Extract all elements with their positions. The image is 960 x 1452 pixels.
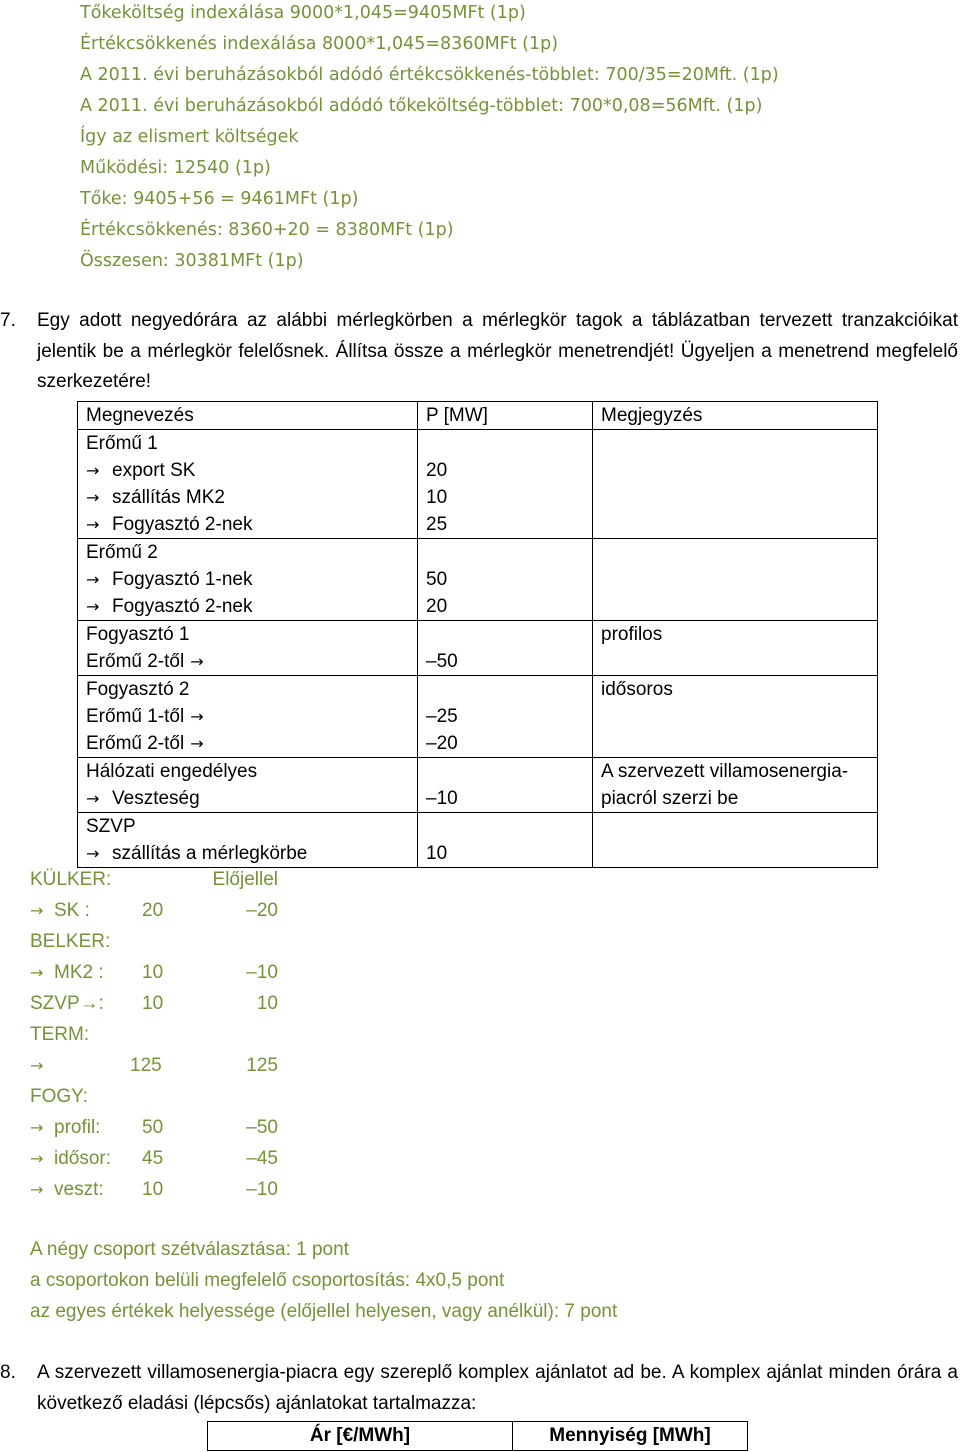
cell-power (418, 758, 593, 813)
arrow-icon: → (30, 1180, 44, 1199)
row-label-text: Fogyasztó 2-nek (112, 596, 253, 617)
arrow-icon: → (30, 1149, 44, 1168)
table-body (78, 430, 878, 868)
arrow-icon: → (190, 734, 204, 753)
summary-signed-value: –45 (246, 1148, 278, 1169)
header-quantity: Mennyiség [MWh] (513, 1422, 748, 1451)
header-power: P [MW] (418, 402, 593, 430)
summary-value: 50 (142, 1117, 164, 1138)
cell-note (593, 676, 878, 758)
power-value: 25 (426, 514, 448, 535)
arrow-icon: → (30, 1118, 44, 1137)
group-title: Hálózati engedélyes (86, 761, 258, 782)
group-title: Erőmű 1 (86, 433, 158, 454)
table-row (78, 621, 878, 676)
summary-row (30, 1083, 330, 1114)
question-text: A szervezett villamosenergia-piacra egy szereplő komplex ajánlatot ad be. A komplex ajánlat minden órára a következő eladási (lépcsős) ajánlatokat tartalmazza: (37, 1362, 958, 1414)
summary-row (30, 897, 330, 928)
cell-name (78, 813, 418, 868)
power-value: –50 (426, 651, 458, 672)
arrow-icon: → (86, 597, 100, 616)
price-header-row (208, 1422, 748, 1451)
arrow-icon: → (86, 515, 100, 534)
cell-power (418, 430, 593, 539)
summary-label: MK2 : (54, 962, 104, 983)
arrow-icon: → (86, 570, 100, 589)
cell-note (593, 621, 878, 676)
table-row (78, 430, 878, 539)
price-table (207, 1421, 748, 1451)
summary-row (30, 959, 330, 990)
summary-signed-value: Előjellel (212, 869, 278, 890)
group-title: Erőmű 2 (86, 542, 158, 563)
arrow-icon: → (86, 789, 100, 808)
summary-label: profil: (54, 1117, 101, 1138)
cell-name (78, 676, 418, 758)
cell-note (593, 539, 878, 621)
calc-line: Működési: 12540 (1p) (80, 158, 271, 178)
table-row (78, 758, 878, 813)
question-number: 8. (0, 1362, 16, 1383)
summary-label: BELKER: (30, 931, 111, 952)
cell-note (593, 758, 878, 813)
summary-row (30, 928, 330, 959)
arrow-icon: → (30, 901, 44, 920)
question-number: 7. (0, 310, 16, 331)
cell-power (418, 621, 593, 676)
calc-line: Tőkeköltség indexálása 9000*1,045=9405MFt (1p) (80, 3, 526, 23)
cell-power (418, 813, 593, 868)
summary-signed-value: 10 (256, 993, 278, 1014)
power-value: 10 (426, 487, 448, 508)
cell-name (78, 430, 418, 539)
arrow-icon: → (86, 488, 100, 507)
power-value: 20 (426, 460, 448, 481)
summary-label: SK : (54, 900, 90, 921)
calc-line: Értékcsökkenés: 8360+20 = 8380MFt (1p) (80, 220, 454, 240)
calc-line: Értékcsökkenés indexálása 8000*1,045=8360MFt (1p) (80, 34, 559, 54)
summary-signed-value: –20 (246, 900, 278, 921)
row-label-text: Erőmű 1-től (86, 706, 185, 727)
summary-value: 10 (142, 993, 164, 1014)
cell-power (418, 676, 593, 758)
table-row (78, 813, 878, 868)
summary-signed-value: –10 (246, 962, 278, 983)
table-header-row (78, 402, 878, 430)
group-note: A szervezett villamosenergia- piacról szerzi be (601, 761, 849, 809)
arrow-icon: → (86, 844, 100, 863)
arrow-icon: → (190, 652, 204, 671)
summary-row (30, 1145, 330, 1176)
scoring-line: a csoportokon belüli megfelelő csoportosítás: 4x0,5 pont (30, 1270, 505, 1291)
row-label (86, 566, 411, 593)
summary-value: 125 (130, 1055, 162, 1076)
power-value: 10 (426, 843, 448, 864)
row-label (86, 511, 411, 538)
cell-power (418, 539, 593, 621)
table-row (78, 676, 878, 758)
summary-value: 20 (142, 900, 164, 921)
summary-signed-value: –10 (246, 1179, 278, 1200)
row-label (86, 703, 411, 730)
row-label (86, 484, 411, 511)
calc-line: Tőke: 9405+56 = 9461MFt (1p) (80, 189, 359, 209)
arrow-icon: → (30, 1056, 44, 1075)
summary-row (30, 866, 330, 897)
summary-row (30, 1176, 330, 1207)
row-label-text: Veszteség (112, 788, 200, 809)
cell-note (593, 430, 878, 539)
row-label-text: Fogyasztó 2-nek (112, 514, 253, 535)
calc-line: Összesen: 30381MFt (1p) (80, 251, 304, 271)
calc-line: Így az elismert költségek (80, 127, 299, 147)
cell-name (78, 758, 418, 813)
calc-line: A 2011. évi beruházásokból adódó tőkeköltség-többlet: 700*0,08=56Mft. (1p) (80, 96, 763, 116)
summary-label: SZVP→: (30, 993, 104, 1014)
summary-label: FOGY: (30, 1086, 89, 1107)
summary-row (30, 1114, 330, 1145)
power-value: –20 (426, 733, 458, 754)
summary-label: veszt: (54, 1179, 104, 1200)
summary-signed-value: 125 (246, 1055, 278, 1076)
calc-line: A 2011. évi beruházásokból adódó értékcsökkenés-többlet: 700/35=20Mft. (1p) (80, 65, 779, 85)
row-label-text: szállítás a mérlegkörbe (112, 843, 308, 864)
row-label-text: Erőmű 2-től (86, 733, 185, 754)
summary-value: 45 (142, 1148, 164, 1169)
cell-name (78, 621, 418, 676)
power-value: –10 (426, 788, 458, 809)
row-label-text: Fogyasztó 1-nek (112, 569, 253, 590)
group-title: SZVP (86, 816, 136, 837)
row-label (86, 785, 411, 812)
question-7 (0, 306, 960, 398)
row-label (86, 840, 411, 867)
arrow-icon: → (30, 963, 44, 982)
row-label (86, 457, 411, 484)
row-label-text: szállítás MK2 (112, 487, 225, 508)
summary-value: 10 (142, 962, 164, 983)
header-name: Megnevezés (78, 402, 418, 430)
group-title: Fogyasztó 2 (86, 679, 190, 700)
question-8 (0, 1358, 960, 1420)
row-label-text: export SK (112, 460, 196, 481)
question-text: Egy adott negyedórára az alábbi mérlegkörben a mérlegkör tagok a táblázatban tervezett tranzakcióikat jelentik be a mérlegkör felelősnek. Állítsa össze a mérlegkör menetrendjét! Ügyeljen a menetrend megfelelő szerkezetére! (37, 310, 958, 392)
power-value: 50 (426, 569, 448, 590)
arrow-icon: → (86, 461, 100, 480)
header-note: Megjegyzés (593, 402, 878, 430)
scoring-line: A négy csoport szétválasztása: 1 pont (30, 1239, 349, 1260)
summary-label: TERM: (30, 1024, 90, 1045)
row-label (86, 730, 411, 757)
scoring-line: az egyes értékek helyessége (előjellel helyesen, vagy anélkül): 7 pont (30, 1301, 618, 1322)
summary-row (30, 1052, 330, 1083)
power-value: 20 (426, 596, 448, 617)
group-note: idősoros (601, 679, 673, 700)
cell-name (78, 539, 418, 621)
transactions-table (77, 401, 878, 868)
summary-row (30, 1021, 330, 1052)
table-row (78, 539, 878, 621)
row-label (86, 648, 411, 675)
summary-label: idősor: (54, 1148, 112, 1169)
summary-label: KÜLKER: (30, 869, 112, 890)
group-title: Fogyasztó 1 (86, 624, 190, 645)
group-note: profilos (601, 624, 663, 645)
summary-row (30, 990, 330, 1021)
cell-note (593, 813, 878, 868)
summary-signed-value: –50 (246, 1117, 278, 1138)
row-label-text: Erőmű 2-től (86, 651, 185, 672)
power-value: –25 (426, 706, 458, 727)
summary-value: 10 (142, 1179, 164, 1200)
row-label (86, 593, 411, 620)
arrow-icon: → (190, 707, 204, 726)
header-price: Ár [€/MWh] (208, 1422, 513, 1451)
